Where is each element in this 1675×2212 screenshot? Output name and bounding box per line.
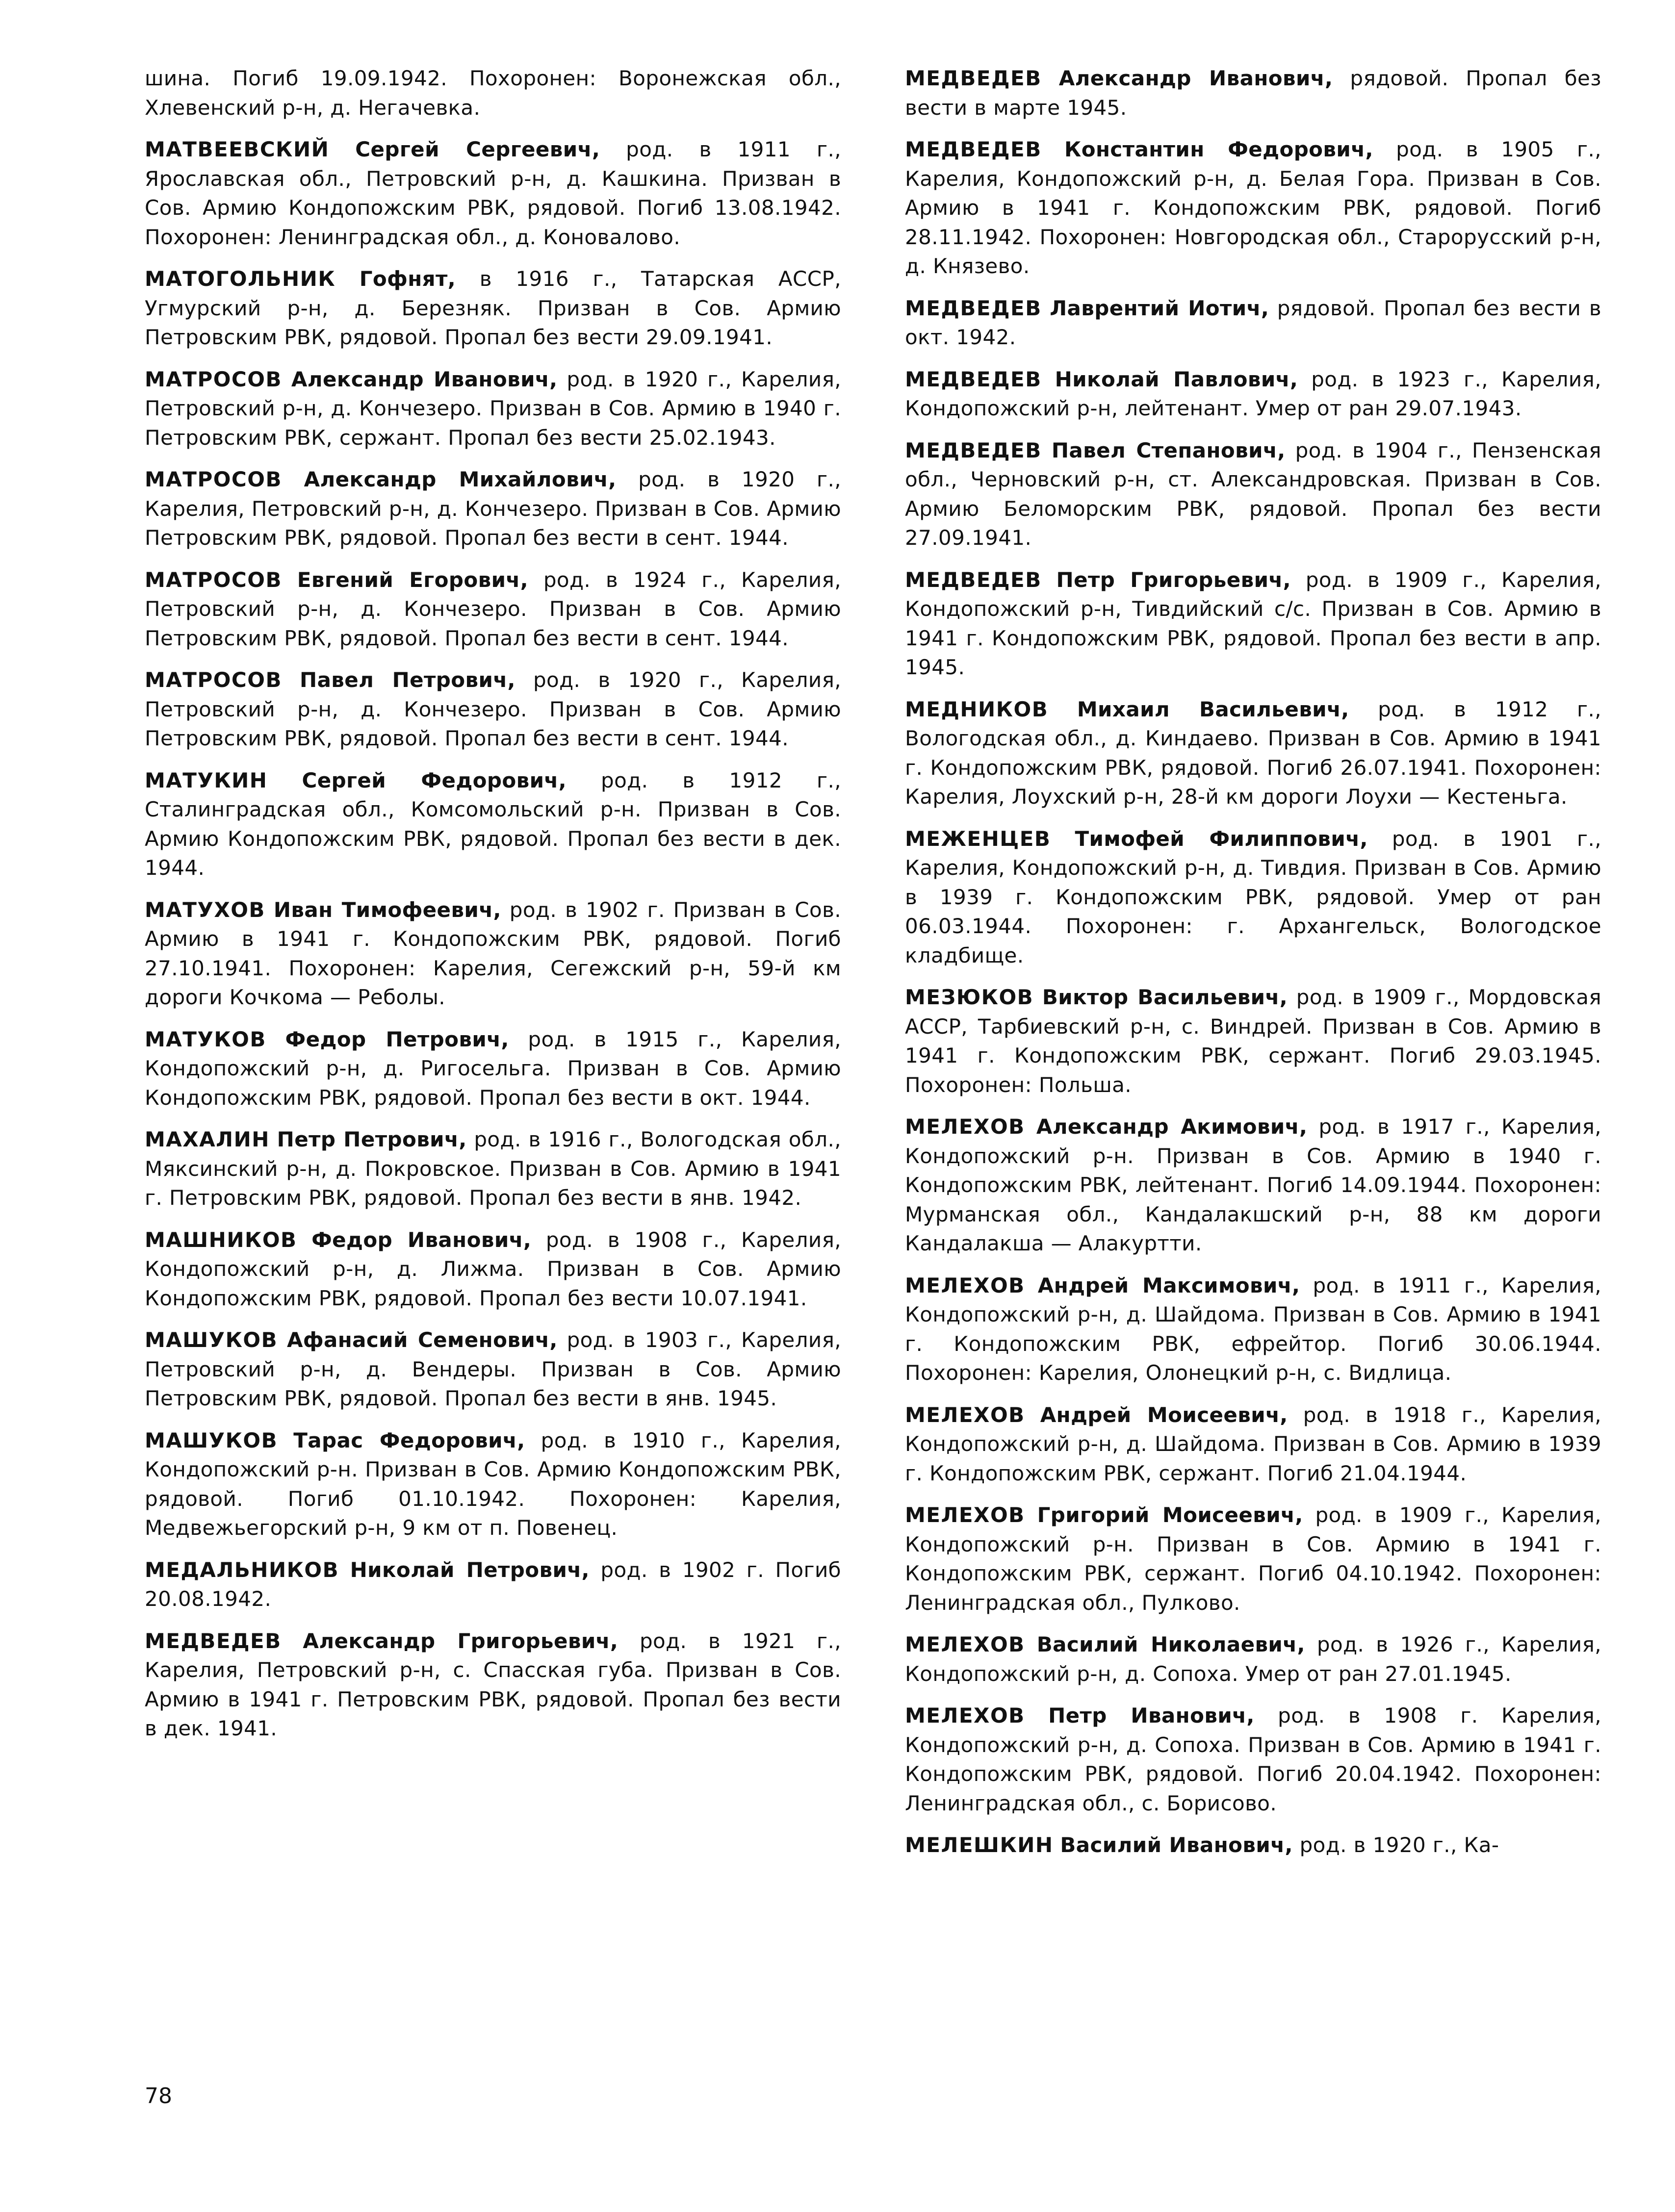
entry-given-name: Лаврентий Иотич,	[1050, 296, 1269, 320]
entry-text: род. в 1902 г. Призван в Сов. Армию в 1941 г. Кондопожским РВК, рядовой. Погиб 27.10.1941. Похоронен: Карелия, Сегежский р-н, 59-й км дороги Кочкома — Реболы.	[145, 897, 841, 1009]
register-entry	[905, 824, 1601, 970]
entry-surname: МЕДНИКОВ	[905, 697, 1049, 721]
entry-given-name: Григорий Моисеевич,	[1037, 1503, 1303, 1527]
entry-given-name: Иван Тимофеевич,	[273, 897, 501, 922]
register-entry	[905, 135, 1601, 281]
register-entry	[145, 665, 841, 753]
left-column	[145, 64, 841, 1756]
entry-given-name: Петр Григорьевич,	[1056, 567, 1291, 592]
entry-text: род. в 1920 г., Карелия, Петровский р-н, д. Кончезеро. Призван в Сов. Армию Петровским РВК, рядовой. Пропал без вести в сент. 1944.	[145, 668, 841, 750]
entry-text: род. в 1902 г. Погиб 20.08.1942.	[145, 1557, 841, 1611]
entry-given-name: Александр Григорьевич,	[303, 1628, 618, 1653]
register-entry	[905, 436, 1601, 553]
right-column	[905, 64, 1601, 1873]
entry-given-name: Павел Петрович,	[300, 668, 515, 692]
entry-given-name: Василий Иванович,	[1060, 1833, 1293, 1857]
entry-given-name: Петр Иванович,	[1048, 1703, 1255, 1728]
entry-given-name: Виктор Васильевич,	[1042, 985, 1288, 1009]
entry-given-name: Федор Иванович,	[311, 1227, 532, 1252]
entry-given-name: Афанасий Семенович,	[286, 1328, 558, 1352]
entry-given-name: Николай Павлович,	[1055, 367, 1298, 391]
register-entry	[145, 264, 841, 352]
entry-surname: МЕДВЕДЕВ	[905, 567, 1042, 592]
entry-given-name: Андрей Моисеевич,	[1040, 1402, 1288, 1427]
register-entry	[145, 365, 841, 453]
register-entry	[905, 1271, 1601, 1388]
entry-text: род. в 1912 г., Сталинградская обл., Комсомольский р-н. Призван в Сов. Армию Кондопожским РВК, рядовой. Пропал без вести в дек. 1944.	[145, 768, 841, 880]
entry-given-name: Петр Петрович,	[277, 1127, 467, 1151]
entry-text: род. в 1917 г., Карелия, Кондопожский р-н. Призван в Сов. Армию в 1940 г. Кондопожским РВК, лейтенант. Погиб 14.09.1944. Похоронен: Мурманская обл., Кандалакшский р-н, 88 км дороги Кандалакша — Алакуртти.	[905, 1115, 1601, 1255]
entry-text: род. в 1918 г., Карелия, Кондопожский р-н, д. Шайдома. Призван в Сов. Армию в 1939 г. Кондопожским РВК, сержант. Погиб 21.04.1944.	[905, 1402, 1601, 1485]
entry-given-name: Александр Иванович,	[1058, 66, 1333, 90]
entry-text: род. в 1920 г., Карелия, Петровский р-н, д. Кончезеро. Призван в Сов. Армию Петровским РВК, рядовой. Пропал без вести в сент. 1944.	[145, 467, 841, 550]
entry-given-name: Александр Михайлович,	[304, 467, 617, 491]
entry-surname: МЕДВЕДЕВ	[905, 137, 1042, 161]
entry-surname: МЕДВЕДЕВ	[905, 438, 1042, 462]
entry-surname: МАТУХОВ	[145, 897, 265, 922]
entry-given-name: Федор Петрович,	[285, 1027, 509, 1051]
register-entry	[145, 64, 841, 122]
entry-surname: МЕЛЕХОВ	[905, 1115, 1025, 1139]
entry-text: род. в 1920 г., Карелия, Петровский р-н, д. Кончезеро. Призван в Сов. Армию в 1940 г. Петровским РВК, сержант. Пропал без вести 25.02.1943.	[145, 367, 841, 450]
entry-surname: МАТРОСОВ	[145, 668, 282, 692]
entry-surname: МАТРОСОВ	[145, 567, 282, 592]
entry-given-name: Александр Иванович,	[291, 367, 558, 391]
register-entry	[145, 895, 841, 1012]
entry-surname: МЕДАЛЬНИКОВ	[145, 1557, 339, 1582]
entry-surname: МЕЛЕХОВ	[905, 1402, 1025, 1427]
entry-surname: МЕЛЕХОВ	[905, 1632, 1025, 1656]
entry-text: род. в 1903 г., Карелия, Петровский р-н, д. Вендеры. Призван в Сов. Армию Петровским РВК, рядовой. Пропал без вести в янв. 1945.	[145, 1328, 841, 1410]
entry-surname: МЕЛЕХОВ	[905, 1273, 1025, 1297]
register-entry	[905, 1400, 1601, 1488]
entry-text: род. в 1921 г., Карелия, Петровский р-н, с. Спасская губа. Призван в Сов. Армию в 1941 г. Петровским РВК, рядовой. Пропал без вести в дек. 1941.	[145, 1628, 841, 1740]
entry-text: род. в 1923 г., Карелия, Кондопожский р-н, лейтенант. Умер от ран 29.07.1943.	[905, 367, 1601, 420]
entry-text: род. в 1908 г. Карелия, Кондопожский р-н, д. Сопоха. Призван в Сов. Армию в 1941 г. Кондопожским РВК, рядовой. Погиб 20.04.1942. Похоронен: Ленинградская обл., с. Борисово.	[905, 1703, 1601, 1815]
entry-text: род. в 1905 г., Карелия, Кондопожский р-н, д. Белая Гора. Призван в Сов. Армию в 1941 г. Кондопожским РВК, рядовой. Погиб 28.11.1942. Похоронен: Новгородская обл., Старорусский р-н, д. Князево.	[905, 137, 1601, 278]
entry-given-name: Тарас Федорович,	[293, 1428, 525, 1452]
entry-given-name: Евгений Егорович,	[297, 567, 529, 592]
entry-text: род. в 1916 г., Вологодская обл., Мяксинский р-н, д. Покровское. Призван в Сов. Армию в 1941 г. Петровским РВК, рядовой. Пропал без вести в янв. 1942.	[145, 1127, 841, 1210]
register-entry	[145, 1125, 841, 1213]
entry-text: род. в 1909 г., Карелия, Кондопожский р-н. Призван в Сов. Армию в 1941 г. Кондопожским РВК, сержант. Погиб 04.10.1942. Похоронен: Ленинградская обл., Пулково.	[905, 1503, 1601, 1615]
entry-text: род. в 1901 г., Карелия, Кондопожский р-н, д. Тивдия. Призван в Сов. Армию в 1939 г. Кондопожским РВК, рядовой. Умер от ран 06.03.1944. Похоронен: г. Архангельск, Вологодское кладбище.	[905, 826, 1601, 967]
entry-surname: МЕДВЕДЕВ	[905, 66, 1042, 90]
entry-text: рядовой. Пропал без вести в окт. 1942.	[905, 296, 1601, 349]
register-entry	[905, 64, 1601, 122]
entry-text: род. в 1904 г., Пензенская обл., Черновский р-н, ст. Александровская. Призван в Сов. Армию Беломорским РВК, рядовой. Пропал без вести 27.09.1941.	[905, 438, 1601, 550]
register-entry	[905, 1630, 1601, 1688]
entry-surname: МАШУКОВ	[145, 1428, 278, 1452]
entry-text: род. в 1909 г., Мордовская АССР, Тарбиевский р-н, с. Виндрей. Призван в Сов. Армию в 1941 г. Кондопожским РВК, сержант. Погиб 29.03.1945. Похоронен: Польша.	[905, 985, 1601, 1097]
register-entry	[145, 766, 841, 883]
entry-surname: МЕЛЕХОВ	[905, 1503, 1025, 1527]
entry-given-name: Константин Федорович,	[1064, 137, 1373, 161]
entry-text: шина. Погиб 19.09.1942. Похоронен: Воронежская обл., Хлевенский р-н, д. Негачевка.	[145, 66, 841, 120]
register-entry	[145, 1225, 841, 1313]
entry-text: род. в 1920 г., Ка-	[1299, 1833, 1499, 1857]
entry-surname: МАТРОСОВ	[145, 367, 282, 391]
entry-surname: МАТРОСОВ	[145, 467, 282, 491]
register-entry	[905, 1701, 1601, 1818]
entry-surname: МАШУКОВ	[145, 1328, 278, 1352]
entry-text: род. в 1912 г., Вологодская обл., д. Киндаево. Призван в Сов. Армию в 1941 г. Кондопожским РВК, рядовой. Погиб 26.07.1941. Похоронен: Карелия, Лоухский р-н, 28-й км дороги Лоухи — Кестеньга.	[905, 697, 1601, 809]
register-entry	[905, 1500, 1601, 1617]
register-entry	[905, 294, 1601, 352]
entry-surname: МЕДВЕДЕВ	[905, 296, 1042, 320]
entry-surname: МАТОГОЛЬНИК	[145, 267, 336, 291]
register-entry	[145, 565, 841, 653]
entry-given-name: Сергей Сергеевич,	[355, 137, 600, 161]
entry-given-name: Александр Акимович,	[1036, 1115, 1308, 1139]
entry-given-name: Михаил Васильевич,	[1077, 697, 1349, 721]
entry-given-name: Павел Степанович,	[1051, 438, 1286, 462]
entry-text: род. в 1910 г., Карелия, Кондопожский р-н. Призван в Сов. Армию Кондопожским РВК, рядовой. Погиб 01.10.1942. Похоронен: Карелия, Медвежьегорский р-н, 9 км от п. Повенец.	[145, 1428, 841, 1540]
entry-surname: МЕДВЕДЕВ	[905, 367, 1042, 391]
entry-surname: МЕЗЮКОВ	[905, 985, 1034, 1009]
entry-given-name: Гофнят,	[359, 267, 456, 291]
entry-text: род. в 1926 г., Карелия, Кондопожский р-н, д. Сопоха. Умер от ран 27.01.1945.	[905, 1632, 1601, 1686]
register-entry	[145, 1426, 841, 1543]
entry-surname: МЕЖЕНЦЕВ	[905, 826, 1051, 851]
register-entry	[905, 695, 1601, 812]
entry-given-name: Тимофей Филиппович,	[1075, 826, 1368, 851]
register-entry	[905, 1831, 1601, 1860]
entry-text: род. в 1911 г., Ярославская обл., Петровский р-н, д. Кашкина. Призван в Сов. Армию Кондопожским РВК, рядовой. Погиб 13.08.1942. Похоронен: Ленинградская обл., д. Коновалово.	[145, 137, 841, 249]
register-entry	[145, 1025, 841, 1113]
register-entry	[905, 983, 1601, 1099]
entry-text: род. в 1911 г., Карелия, Кондопожский р-н, д. Шайдома. Призван в Сов. Армию в 1941 г. Кондопожским РВК, ефрейтор. Погиб 30.06.1944. Похоронен: Карелия, Олонецкий р-н, с. Видлица.	[905, 1273, 1601, 1385]
entry-given-name: Василий Николаевич,	[1036, 1632, 1305, 1656]
entry-surname: МАТУКИН	[145, 768, 268, 792]
entry-surname: МЕЛЕХОВ	[905, 1703, 1025, 1728]
entry-surname: МЕЛЕШКИН	[905, 1833, 1054, 1857]
entry-given-name: Сергей Федорович,	[302, 768, 567, 792]
entry-given-name: Николай Петрович,	[350, 1557, 590, 1582]
entry-surname: МАХАЛИН	[145, 1127, 270, 1151]
entry-surname: МАТВЕЕВСКИЙ	[145, 137, 330, 161]
entry-text: род. в 1915 г., Карелия, Кондопожский р-н, д. Ригосельга. Призван в Сов. Армию Кондопожским РВК, рядовой. Пропал без вести в окт. 1944.	[145, 1027, 841, 1110]
register-entry	[905, 1112, 1601, 1258]
entry-text: в 1916 г., Татарская АССР, Угмурский р-н, д. Березняк. Призван в Сов. Армию Петровским РВК, рядовой. Пропал без вести 29.09.1941.	[145, 267, 841, 349]
register-entry	[145, 1627, 841, 1743]
entry-surname: МЕДВЕДЕВ	[145, 1628, 282, 1653]
entry-text: рядовой. Пропал без вести в марте 1945.	[905, 66, 1601, 120]
register-entry	[145, 1325, 841, 1413]
entry-text: род. в 1924 г., Карелия, Петровский р-н, д. Кончезеро. Призван в Сов. Армию Петровским РВК, рядовой. Пропал без вести в сент. 1944.	[145, 567, 841, 650]
register-entry	[905, 365, 1601, 423]
register-entry	[145, 465, 841, 553]
page-number: 78	[145, 2084, 172, 2109]
entry-surname: МАШНИКОВ	[145, 1227, 297, 1252]
entry-text: род. в 1908 г., Карелия, Кондопожский р-н, д. Лижма. Призван в Сов. Армию Кондопожским РВК, рядовой. Пропал без вести 10.07.1941.	[145, 1227, 841, 1310]
register-entry	[145, 1555, 841, 1614]
entry-text: род. в 1909 г., Карелия, Кондопожский р-н, Тивдийский с/с. Призван в Сов. Армию в 1941 г. Кондопожским РВК, рядовой. Пропал без вести в апр. 1945.	[905, 567, 1601, 679]
entry-surname: МАТУКОВ	[145, 1027, 266, 1051]
entry-given-name: Андрей Максимович,	[1037, 1273, 1300, 1297]
register-entry	[145, 135, 841, 252]
register-entry	[905, 565, 1601, 682]
